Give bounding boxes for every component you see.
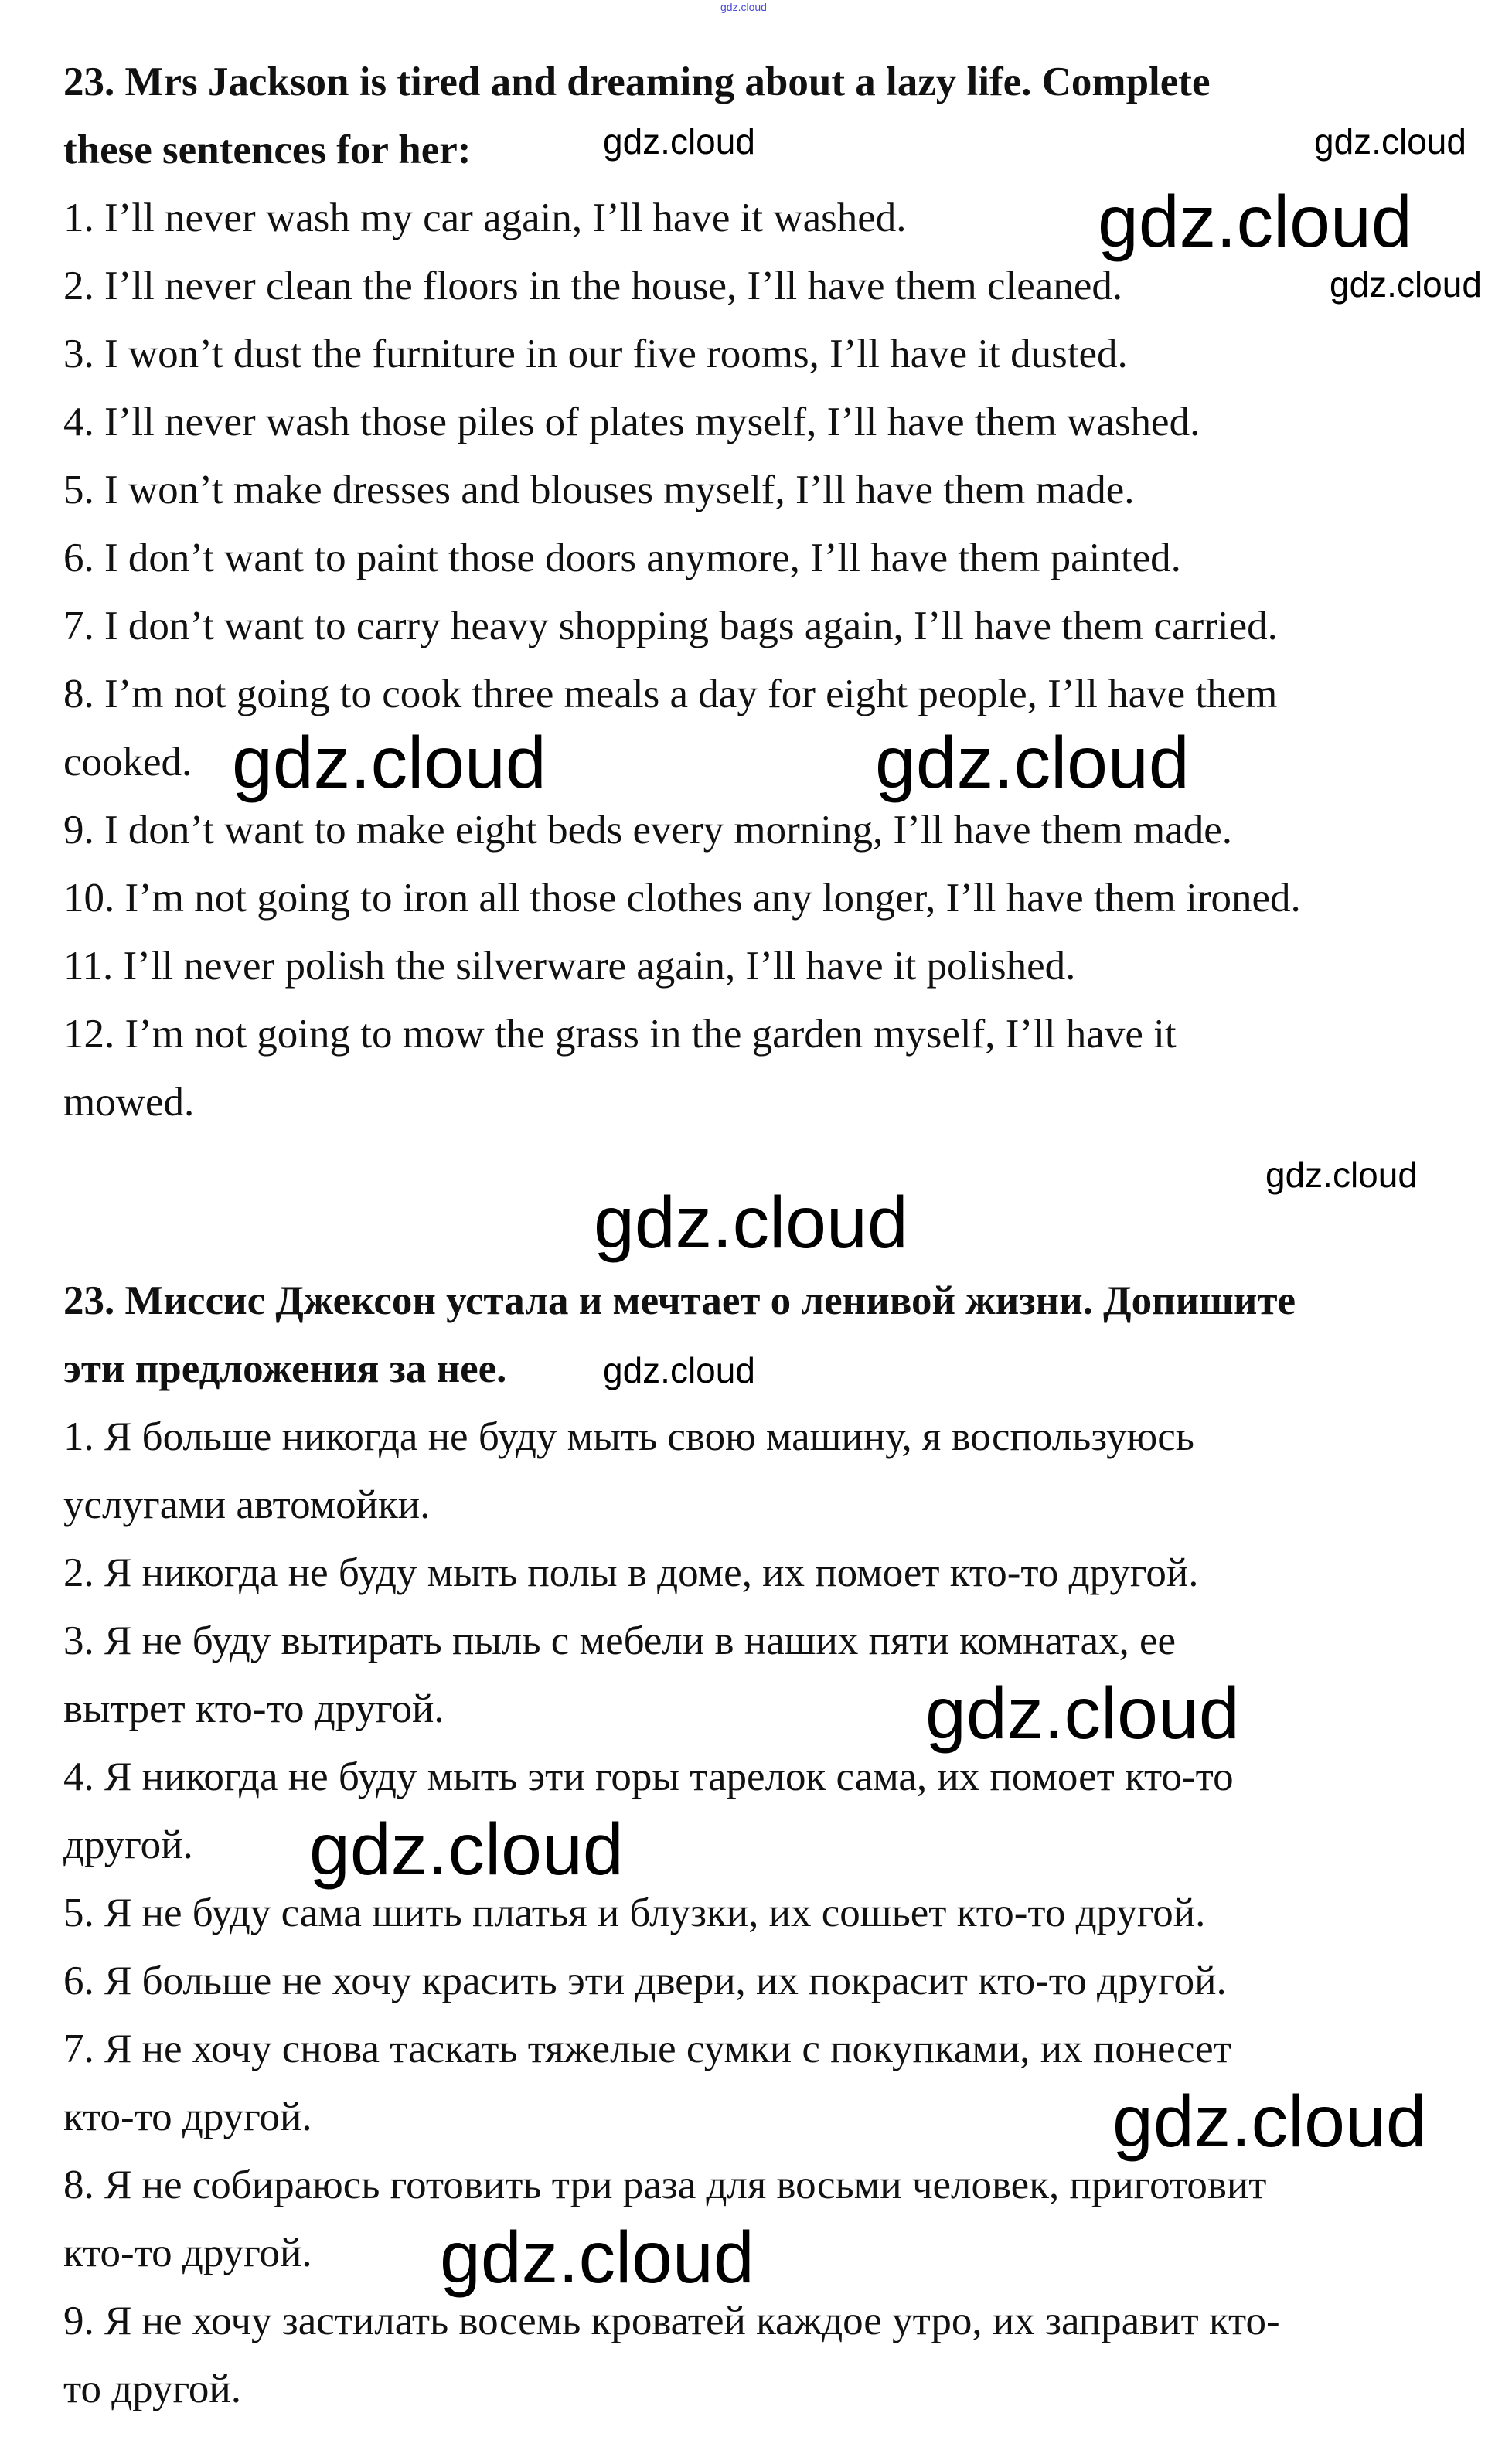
english-line: 8. I’m not going to cook three meals a day for eight people, I’ll have them xyxy=(63,672,1278,716)
english-line: 9. I don’t want to make eight beds every morning, I’ll have them made. xyxy=(63,808,1233,853)
watermark: gdz.cloud xyxy=(603,1350,755,1390)
russian-line: 2. Я никогда не буду мыть полы в доме, их помоет кто-то другой. xyxy=(63,1550,1199,1595)
watermark: gdz.cloud xyxy=(875,722,1190,804)
watermark: gdz.cloud xyxy=(1314,121,1466,162)
russian-line: 9. Я не хочу застилать восемь кроватей каждое утро, их заправит кто- xyxy=(63,2299,1280,2343)
english-line: 3. I won’t dust the furniture in our five rooms, I’ll have it dusted. xyxy=(63,332,1128,376)
watermark: gdz.cloud xyxy=(232,722,547,804)
russian-line: кто-то другой. xyxy=(63,2231,312,2275)
russian-line: кто-то другой. xyxy=(63,2095,312,2139)
russian-line: вытрет кто-то другой. xyxy=(63,1686,444,1731)
english-line: 1. I’ll never wash my car again, I’ll have it washed. xyxy=(63,196,907,240)
watermark: gdz.cloud xyxy=(925,1673,1240,1754)
russian-line: 5. Я не буду сама шить платья и блузки, их сошьет кто-то другой. xyxy=(63,1891,1206,1935)
watermark: gdz.cloud xyxy=(440,2217,754,2299)
russian-line: 1. Я больше никогда не буду мыть свою машину, я воспользуюсь xyxy=(63,1414,1194,1459)
watermark: gdz.cloud xyxy=(1112,2081,1427,2163)
russian-line: 3. Я не буду вытирать пыль с мебели в наших пяти комнатах, ее xyxy=(63,1618,1177,1663)
english-line: 10. I’m not going to iron all those clothes any longer, I’ll have them ironed. xyxy=(63,876,1301,921)
russian-line: услугами автомойки. xyxy=(63,1482,431,1527)
english-line: 4. I’ll never wash those piles of plates myself, I’ll have them washed. xyxy=(63,400,1200,444)
watermark: gdz.cloud xyxy=(1098,181,1412,263)
english-heading-line: 23. Mrs Jackson is tired and dreaming about a lazy life. Complete xyxy=(63,60,1211,104)
russian-heading-line: 23. Миссис Джексон устала и мечтает о ленивой жизни. Допишите xyxy=(63,1278,1296,1323)
english-line: cooked. xyxy=(63,740,192,784)
watermark: gdz.cloud xyxy=(1265,1155,1418,1195)
russian-line: 7. Я не хочу снова таскать тяжелые сумки с покупками, их понесет xyxy=(63,2027,1231,2071)
english-line: 11. I’ll never polish the silverware again, I’ll have it polished. xyxy=(63,944,1076,989)
watermark: gdz.cloud xyxy=(309,1809,624,1891)
russian-line: 6. Я больше не хочу красить эти двери, их покрасит кто-то другой. xyxy=(63,1959,1227,2003)
russian-line: 8. Я не собираюсь готовить три раза для восьми человек, приготовит xyxy=(63,2163,1267,2207)
english-line: 2. I’ll never clean the floors in the house, I’ll have them cleaned. xyxy=(63,264,1123,308)
russian-line: то другой. xyxy=(63,2367,242,2411)
russian-line: 4. Я никогда не буду мыть эти горы тарелок сама, их помоет кто-то xyxy=(63,1754,1234,1799)
watermark: gdz.cloud xyxy=(594,1182,908,1264)
watermark: gdz.cloud xyxy=(1330,264,1482,305)
english-line: mowed. xyxy=(63,1080,195,1125)
watermark: gdz.cloud xyxy=(603,121,755,162)
english-line: 6. I don’t want to paint those doors anymore, I’ll have them painted. xyxy=(63,536,1181,580)
english-line: 7. I don’t want to carry heavy shopping bags again, I’ll have them carried. xyxy=(63,604,1278,648)
english-line: 5. I won’t make dresses and blouses myself, I’ll have them made. xyxy=(63,468,1135,512)
english-heading-line: these sentences for her: xyxy=(63,128,472,172)
english-line: 12. I’m not going to mow the grass in the garden myself, I’ll have it xyxy=(63,1012,1177,1057)
russian-line: другой. xyxy=(63,1822,193,1867)
watermark: gdz.cloud xyxy=(720,1,767,13)
russian-heading-line: эти предложения за нее. xyxy=(63,1346,507,1391)
